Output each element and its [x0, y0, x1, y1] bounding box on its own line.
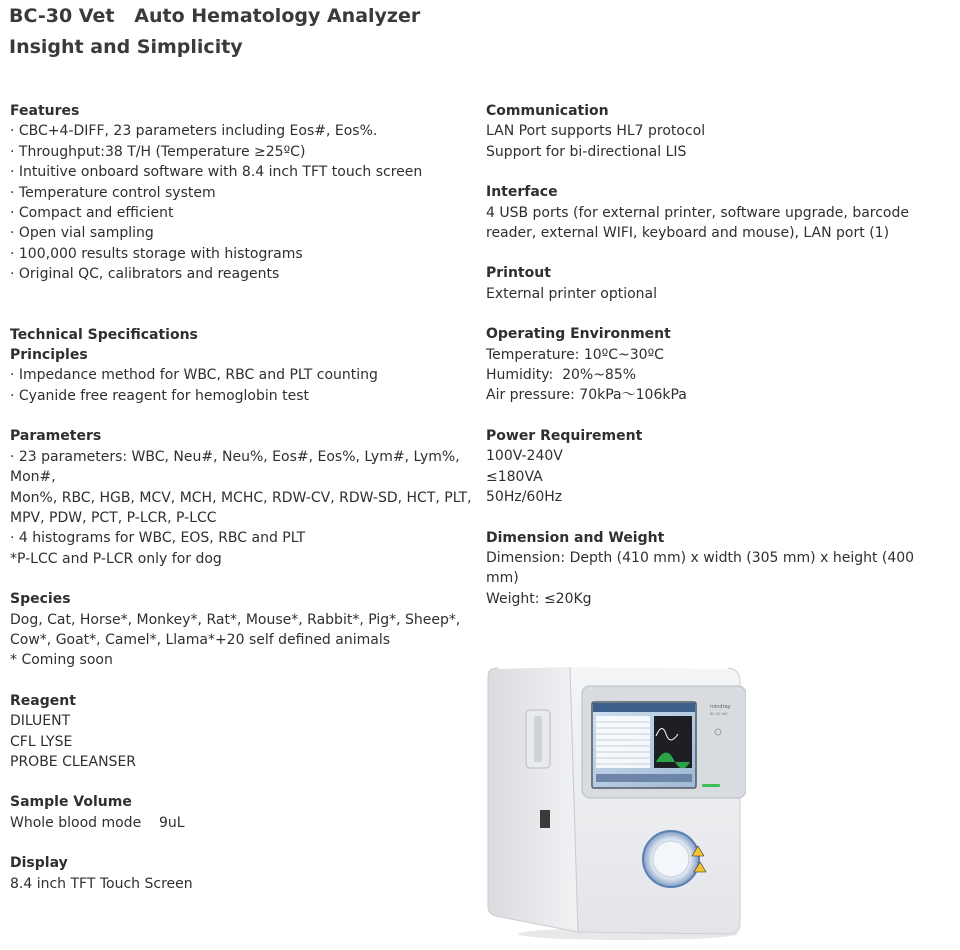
display-line: 8.4 inch TFT Touch Screen: [10, 875, 193, 892]
dimension-heading: Dimension and Weight: [486, 529, 665, 546]
parameters-line: Mon%, RBC, HGB, MCV, MCH, MCHC, RDW-CV, RDW-SD, HCT, PLT,: [10, 489, 472, 506]
features-line: · CBC+4-DIFF, 23 parameters including Eos#, Eos%.: [10, 123, 378, 140]
tech-specs-heading: Technical Specifications: [10, 326, 198, 343]
parameters-line: MPV, PDW, PCT, P-LCR, P-LCC: [10, 509, 217, 526]
screen-toolbar: [593, 703, 695, 712]
printout-heading: Printout: [486, 265, 551, 282]
screen-table: [596, 716, 650, 768]
power-line: ≤180VA: [486, 468, 543, 485]
features-section: [10, 101, 480, 285]
species-heading: Species: [10, 591, 71, 608]
page-title: BC-30 Vet Auto Hematology Analyzer: [9, 5, 421, 27]
interface-heading: Interface: [486, 184, 558, 201]
power-section: [486, 426, 951, 508]
parameters-line: · 23 parameters: WBC, Neu#, Neu%, Eos#, Eos%, Lym#, Lym%, Mon#,: [10, 448, 465, 486]
printout-section: [486, 263, 951, 304]
page-subtitle: Insight and Simplicity: [9, 36, 243, 58]
communication-heading: Communication: [486, 103, 609, 119]
species-line: * Coming soon: [10, 652, 113, 669]
principles-line: · Cyanide free reagent for hemoglobin test: [10, 387, 309, 404]
analyzer-product-image: [478, 662, 746, 942]
species-line: Cow*, Goat*, Camel*, Llama*+20 self defined animals: [10, 631, 391, 648]
display-heading: Display: [10, 855, 68, 872]
reagent-line: CFL LYSE: [10, 733, 73, 750]
power-line: 100V-240V: [486, 448, 563, 465]
screen-button-row: [596, 774, 692, 782]
features-line: · 100,000 results storage with histograms: [10, 245, 303, 262]
printout-line: External printer optional: [486, 285, 657, 302]
features-line: · Open vial sampling: [10, 225, 154, 242]
communication-line: Support for bi-directional LIS: [486, 143, 687, 160]
sample-volume-line: Whole blood mode 9uL: [10, 814, 185, 831]
communication-line: LAN Port supports HL7 protocol: [486, 123, 706, 140]
species-section: [10, 589, 480, 671]
reagent-line: PROBE CLEANSER: [10, 753, 137, 770]
power-heading: Power Requirement: [486, 427, 643, 444]
features-line: · Throughput:38 T/H (Temperature ≥25ºC): [10, 143, 306, 160]
tech-specs-section: [10, 325, 480, 407]
parameters-line: *P-LCC and P-LCR only for dog: [10, 550, 222, 567]
features-line: · Compact and efficient: [10, 205, 174, 222]
environment-line: Humidity: 20%~85%: [486, 367, 637, 384]
brand-logo: mindray: [710, 704, 731, 710]
status-light: [702, 784, 720, 787]
features-line: · Intuitive onboard software with 8.4 inch TFT touch screen: [10, 164, 423, 181]
species-line: Dog, Cat, Horse*, Monkey*, Rat*, Mouse*, Rabbit*, Pig*, Sheep*,: [10, 611, 461, 628]
parameters-section: [10, 426, 480, 569]
environment-line: Air pressure: 70kPa～106kPa: [486, 387, 687, 404]
parameters-line: · 4 histograms for WBC, EOS, RBC and PLT: [10, 530, 306, 547]
interface-section: [486, 182, 951, 243]
dimension-section: [486, 528, 951, 610]
communication-section: [486, 101, 951, 162]
reagent-line: DILUENT: [10, 713, 71, 730]
features-line: · Temperature control system: [10, 184, 216, 201]
environment-line: Temperature: 10ºC~30ºC: [486, 346, 664, 363]
reagent-heading: Reagent: [10, 692, 76, 709]
reagent-section: [10, 691, 480, 773]
right-column: [486, 101, 951, 609]
left-column: [10, 101, 480, 894]
features-heading: Features: [10, 103, 80, 119]
features-line: · Original QC, calibrators and reagents: [10, 266, 280, 283]
side-port: [540, 810, 550, 828]
dimension-line: Weight: ≤20Kg: [486, 590, 592, 607]
parameters-heading: Parameters: [10, 428, 102, 445]
sample-probe-window: [653, 841, 689, 877]
printer-slit: [534, 716, 542, 762]
sample-volume-heading: Sample Volume: [10, 794, 132, 811]
sample-volume-section: [10, 792, 480, 833]
device-side-panel: [488, 666, 578, 932]
interface-line: 4 USB ports (for external printer, software upgrade, barcode: [486, 204, 910, 221]
environment-section: [486, 324, 951, 406]
model-label: BC-30 Vet: [710, 712, 728, 716]
environment-heading: Operating Environment: [486, 326, 671, 343]
dimension-line: Dimension: Depth (410 mm) x width (305 mm) x height (400 mm): [486, 549, 919, 587]
power-line: 50Hz/60Hz: [486, 489, 563, 506]
principles-line: · Impedance method for WBC, RBC and PLT counting: [10, 367, 378, 384]
display-section: [10, 853, 480, 894]
principles-heading: Principles: [10, 347, 88, 364]
interface-line: reader, external WIFI, keyboard and mouse), LAN port (1): [486, 225, 890, 242]
